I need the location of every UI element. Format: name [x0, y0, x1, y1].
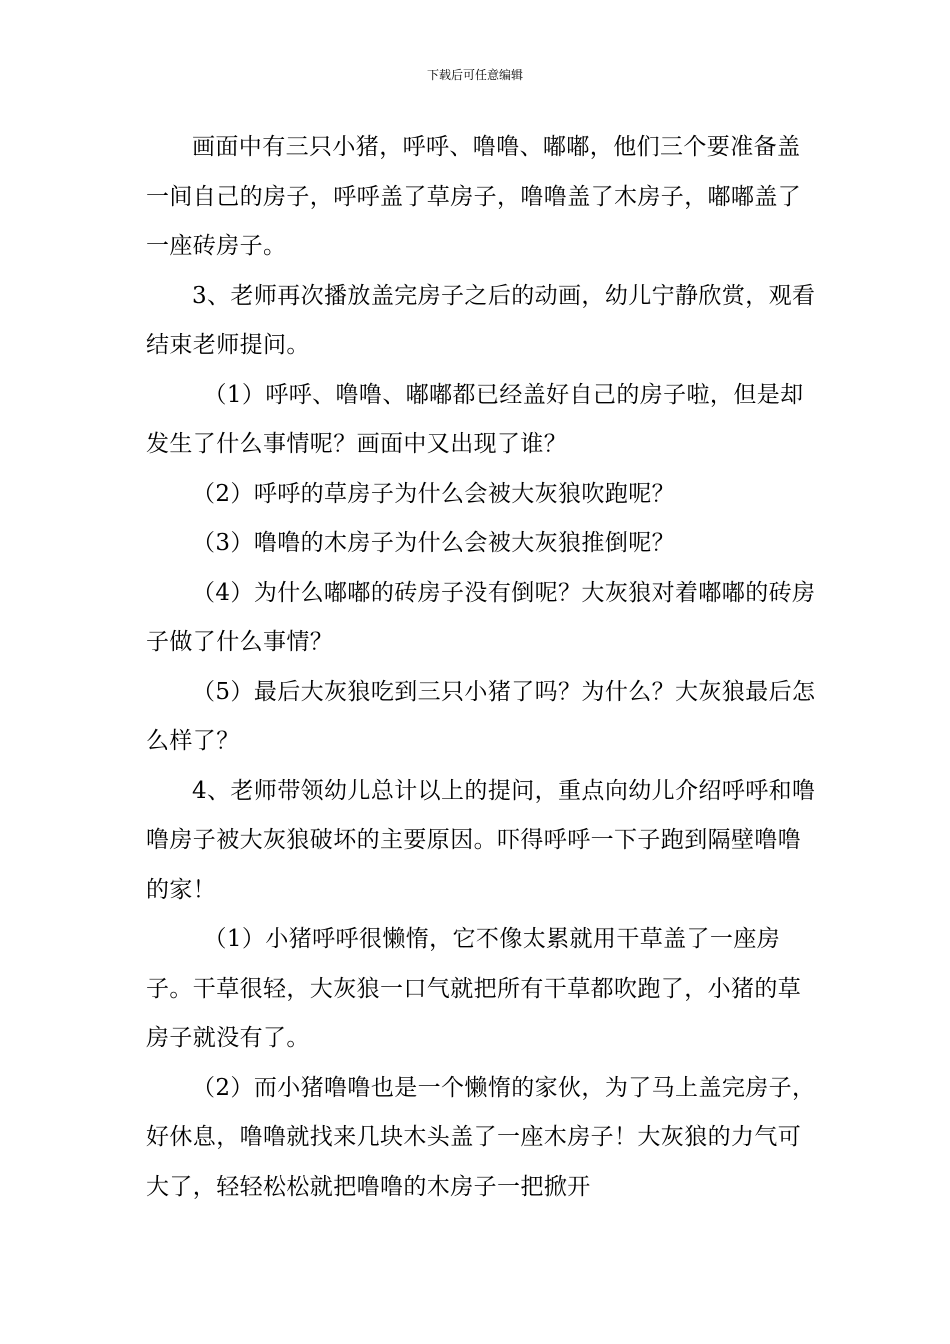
paragraph-question-2: （2）呼呼的草房子为什么会被大灰狼吹跑呢？	[192, 480, 676, 507]
paragraph-question-3: （3）噜噜的木房子为什么会被大灰狼推倒呢？	[192, 530, 676, 556]
paragraph-explanation-2: （2）而小猪噜噜也是一个懒惰的家伙，为了马上盖完房子，好休息，噜噜就找来几块木头盖了一座木房子！大灰狼的力气可大了，轻轻松松就把噜噜的木房子一把掀开	[146, 1074, 816, 1200]
paragraph-question-1: （1）呼呼、噜噜、嘟嘟都已经盖好自己的房子啦，但是却发生了什么事情呢？画面中又出现了谁？	[146, 381, 804, 457]
paragraph-explanation-1: （1）小猪呼呼很懒惰，它不像太累就用干草盖了一座房子。干草很轻，大灰狼一口气就把所有干草都吹跑了，小猪的草房子就没有了。	[146, 926, 802, 1051]
paragraph-question-5: （5）最后大灰狼吃到三只小猪了吗？为什么？大灰狼最后怎么样了？	[146, 678, 816, 754]
document-body	[146, 123, 816, 1212]
paragraph-step-4: 4、老师带领幼儿总计以上的提问，重点向幼儿介绍呼呼和噜噜房子被大灰狼破坏的主要原因。吓得呼呼一下子跑到隔壁噜噜的家！	[146, 777, 816, 903]
paragraph-step-3: 3、老师再次播放盖完房子之后的动画，幼儿宁静欣赏，观看结束老师提问。	[146, 282, 816, 358]
paragraph-question-4: （4）为什么嘟嘟的砖房子没有倒呢？大灰狼对着嘟嘟的砖房子做了什么事情？	[146, 579, 816, 655]
page-header-note: 下载后可任意编辑	[426, 68, 523, 82]
paragraph-story-intro: 画面中有三只小猪，呼呼、噜噜、嘟嘟，他们三个要准备盖一间自己的房子，呼呼盖了草房子，噜噜盖了木房子，嘟嘟盖了一座砖房子。	[146, 134, 802, 259]
